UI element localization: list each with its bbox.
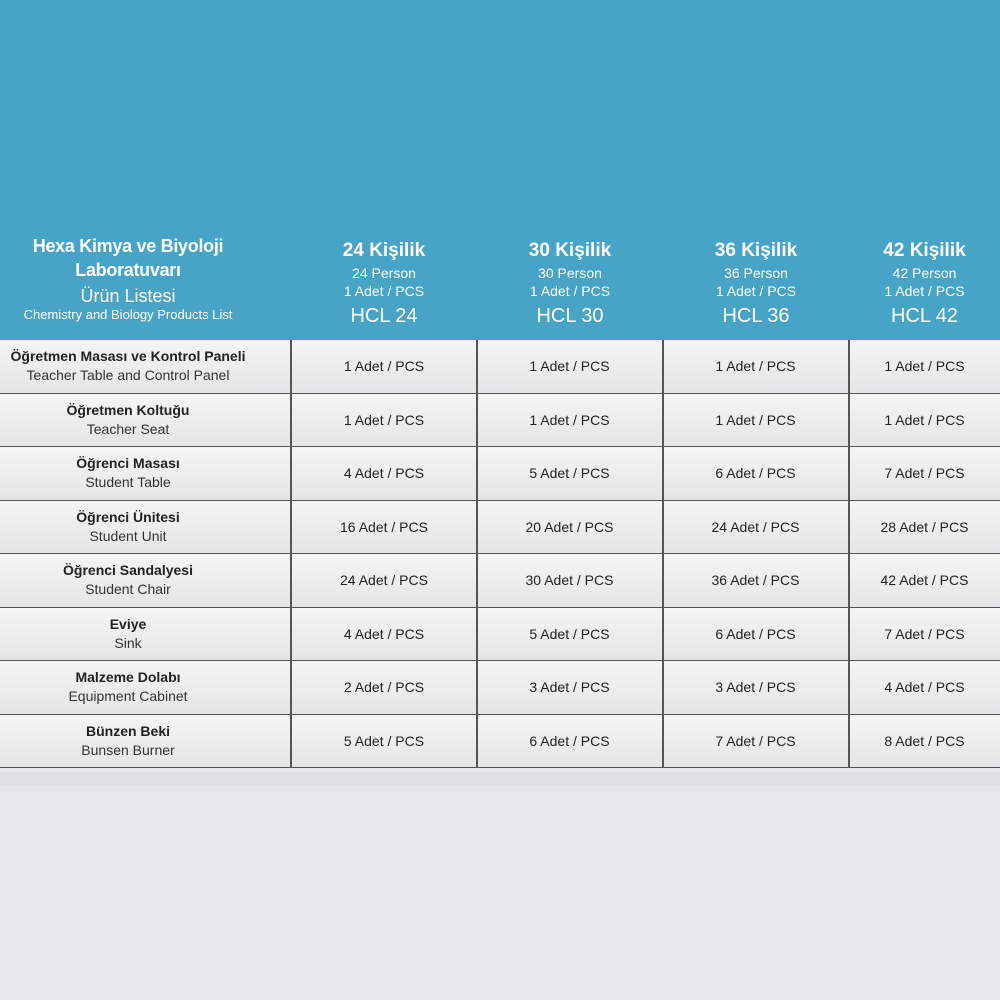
row-label-tr: Malzeme Dolabı [75, 669, 181, 686]
column-header-hcl30 [477, 238, 663, 330]
column-qty: 1 Adet / PCS [343, 283, 425, 299]
column-code: HCL 30 [536, 305, 604, 327]
table-row [0, 554, 1000, 608]
table-cell: 5 Adet / PCS [529, 625, 610, 642]
row-label-en: Student Unit [89, 527, 167, 544]
title-line-4: Chemistry and Biology Products List [23, 307, 233, 322]
row-label-tr: Öğretmen Koltuğu [66, 401, 190, 418]
table-cell: 4 Adet / PCS [343, 625, 425, 642]
column-header-hcl42 [849, 238, 1000, 330]
column-title: 24 Kişilik [342, 240, 426, 261]
row-label [0, 501, 256, 554]
row-label-tr: Eviye [109, 615, 147, 632]
table-cell: 5 Adet / PCS [529, 465, 610, 482]
table-cell: 1 Adet / PCS [715, 411, 796, 428]
table-cell: 7 Adet / PCS [884, 625, 965, 642]
column-qty: 1 Adet / PCS [715, 283, 797, 299]
table-row [0, 447, 1000, 501]
column-code: HCL 36 [722, 305, 790, 327]
table-cell: 1 Adet / PCS [343, 358, 425, 375]
table-cell: 1 Adet / PCS [884, 411, 965, 428]
table-cell: 1 Adet / PCS [529, 411, 610, 428]
table-cell: 6 Adet / PCS [715, 465, 796, 482]
row-label-tr: Öğretmen Masası ve Kontrol Paneli [10, 348, 246, 365]
table-cell: 36 Adet / PCS [711, 572, 800, 589]
title-line-2: Laboratuvarı [75, 260, 181, 280]
product-table [0, 340, 1000, 768]
column-qty: 1 Adet / PCS [884, 283, 965, 299]
table-cell: 20 Adet / PCS [525, 518, 614, 535]
table-cell: 28 Adet / PCS [880, 518, 969, 535]
row-label [0, 661, 256, 714]
row-label-en: Teacher Table and Control Panel [26, 367, 230, 384]
table-cell: 1 Adet / PCS [884, 358, 965, 375]
column-person: 36 Person [724, 265, 788, 281]
column-title: 42 Kişilik [883, 240, 966, 261]
row-label-tr: Öğrenci Masası [76, 455, 180, 472]
table-cell: 2 Adet / PCS [343, 679, 425, 696]
table-row [0, 661, 1000, 715]
row-label-en: Student Chair [85, 581, 171, 598]
table-cell: 1 Adet / PCS [715, 358, 796, 375]
row-label-en: Student Table [85, 474, 171, 491]
column-person: 42 Person [892, 265, 957, 281]
table-header-band [0, 0, 1000, 340]
row-label-tr: Öğrenci Ünitesi [76, 508, 180, 525]
table-row [0, 715, 1000, 768]
column-header-hcl24 [291, 238, 477, 330]
table-cell: 7 Adet / PCS [884, 465, 965, 482]
column-person: 30 Person [538, 265, 602, 281]
row-label-en: Equipment Cabinet [68, 688, 188, 705]
table-row [0, 340, 1000, 394]
table-cell: 4 Adet / PCS [343, 465, 425, 482]
table-title-block [0, 234, 256, 323]
table-cell: 24 Adet / PCS [340, 572, 428, 589]
column-qty: 1 Adet / PCS [529, 283, 611, 299]
row-label-tr: Öğrenci Sandalyesi [63, 562, 193, 579]
row-label-tr: Bünzen Beki [85, 722, 170, 739]
column-person: 24 Person [352, 265, 416, 281]
table-cell: 7 Adet / PCS [715, 732, 796, 749]
column-code: HCL 42 [890, 305, 959, 327]
row-label-en: Teacher Seat [86, 420, 170, 437]
title-line-3: Ürün Listesi [80, 286, 176, 306]
table-cell: 8 Adet / PCS [884, 732, 965, 749]
row-label [0, 608, 256, 661]
column-header-hcl36 [663, 238, 849, 330]
table-cell: 3 Adet / PCS [715, 679, 796, 696]
table-cell: 6 Adet / PCS [715, 625, 796, 642]
column-title: 36 Kişilik [714, 240, 798, 261]
table-cell: 4 Adet / PCS [884, 679, 965, 696]
row-label-en: Bunsen Burner [81, 741, 175, 758]
row-label-en: Sink [114, 634, 142, 651]
table-row [0, 501, 1000, 555]
table-row [0, 608, 1000, 662]
row-label [0, 715, 256, 768]
row-label [0, 447, 256, 500]
table-cell: 1 Adet / PCS [343, 411, 425, 428]
table-cell: 16 Adet / PCS [340, 518, 428, 535]
column-code: HCL 24 [350, 305, 418, 327]
row-label [0, 340, 256, 393]
table-cell: 3 Adet / PCS [529, 679, 610, 696]
table-cell: 1 Adet / PCS [529, 358, 610, 375]
table-cell: 24 Adet / PCS [711, 518, 800, 535]
table-cell: 42 Adet / PCS [880, 572, 969, 589]
title-line-1: Hexa Kimya ve Biyoloji [32, 236, 224, 256]
table-cell: 30 Adet / PCS [525, 572, 614, 589]
table-cell: 6 Adet / PCS [529, 732, 610, 749]
row-label [0, 554, 256, 607]
row-label [0, 394, 256, 447]
table-footer-band [0, 772, 1000, 786]
table-row [0, 394, 1000, 448]
table-cell: 5 Adet / PCS [343, 732, 425, 749]
column-title: 30 Kişilik [528, 240, 612, 261]
